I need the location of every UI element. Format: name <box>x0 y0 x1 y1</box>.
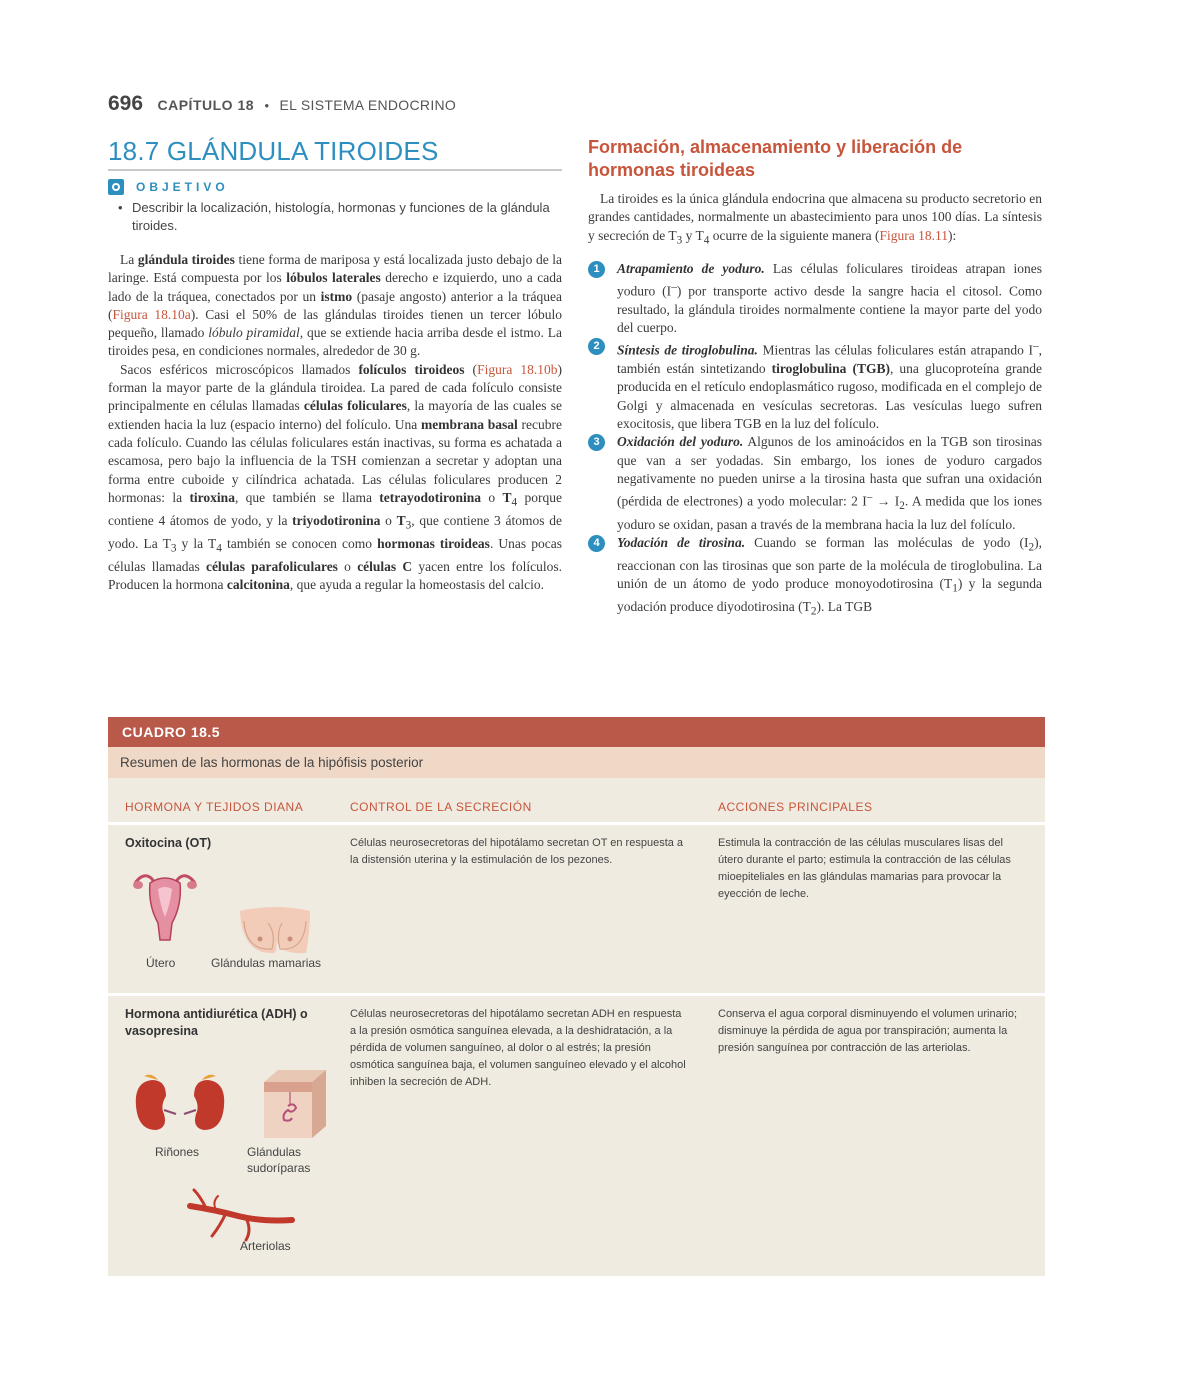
hormone-name: Oxitocina (OT) <box>125 836 212 850</box>
column-header-actions: ACCIONES PRINCIPALES <box>718 800 873 814</box>
figure-label: Riñones <box>155 1145 200 1159</box>
page-number: 696 <box>108 92 144 115</box>
objective-text: Describir la localización, histología, hormonas y funciones de la glándula tiroides. <box>132 200 550 233</box>
table-row <box>108 996 1045 1270</box>
mammary-glands-illustration <box>238 903 312 957</box>
step-number-badge: 1 <box>588 261 605 278</box>
figure-label: Útero <box>146 956 176 970</box>
paragraph-intro: La tiroides es la única glándula endocrina que almacena su producto secretorio en grandes cantidades, normalmente un abastecimiento para unos 100 días. La síntesis y secreción de $T_3$ y $T_4$ ocurre de la siguiente manera (Figura 18.11): <box>588 191 1042 247</box>
column-header-hormone: HORMONA Y TEJIDOS DIANA <box>125 800 304 814</box>
left-body-text <box>108 251 562 594</box>
table-row <box>108 825 1045 993</box>
main-actions: Estimula la contracción de las células musculares lisas del útero durante el parto; estimula la contracción de las células mioepiteliales en las glándulas mamarias para provocar la eyección de leche. <box>718 837 1011 900</box>
secretion-control: Células neurosecretoras del hipotálamo secretan ADH en respuesta a la presión osmótica sanguínea elevada, a la deshidratación, a la pérdida de volumen sanguíneo, al dolor o al estrés; la presión osmótica sanguínea baja, el volumen sanguíneo elevado y el alcohol inhiben la secreción de ADH. <box>350 1008 686 1088</box>
step-item: 4 Yodación de tirosina. Cuando se forman las moléculas de yodo $(I_2)$, reaccionan con las tirosinas que son parte de la molécula de tiroglobulina. La unión de un átomo de yodo produce monoyodotirosina $(T_1)$ y la segunda yodación produce diyodotirosina $(T_2)$. La TGB <box>588 534 1042 621</box>
step-item: 1 Atrapamiento de yoduro. Las células foliculares tiroideas atrapan iones yoduro (I–) por transporte activo desde la sangre hacia el citosol. Como resultado, la glándula tiroides normalmente contiene la mayor parte del yodo del cuerpo. <box>588 260 1042 338</box>
steps-list <box>588 260 1042 622</box>
right-column <box>588 136 1042 621</box>
arterioles-illustration <box>186 1186 296 1242</box>
paragraph-thyroid: La glándula tiroides tiene forma de mariposa y está localizada justo debajo de la laringe. Está compuesta por los lóbulos laterales derecho e izquierdo, uno a cada lado de la tráquea, conectados por un istmo (pasaje angosto) anterior a la tráquea (Figura 18.10a). Casi el 50% de las glándulas tiroides tienen un tercer lóbulo pequeño, llamado lóbulo piramidal, que se extiende hacia arriba desde el istmo. La tiroides pesa, en condiciones normales, alrededor de 30 g. <box>108 252 563 359</box>
chapter-title: EL SISTEMA ENDOCRINO <box>279 97 457 113</box>
paragraph-follicles: Sacos esféricos microscópicos llamados folículos tiroideos (Figura 18.10b) forman la mayor parte de la glándula tiroidea. La pared de cada folículo consiste principalmente en células llamadas células foliculares, la mayoría de las cuales se extienden hacia la luz (espacio interno) del folículo. Una membrana basal recubre cada folículo. Cuando las células foliculares están inactivas, su forma es achatada a escamosa, pero bajo la influencia de la TSH comienzan a secretar y adoptan una forma entre cuboide y cilíndrica achatada. Las células foliculares producen 2 hormonas: la tiroxina, que también se llama tetrayodotironina o $T_4$ porque contiene 4 átomos de yodo, y la triyodotironina o $T_3$, que contiene 3 átomos de yodo. La $T_3$ y la $T_4$ también se conocen como hormonas tiroideas. Unas pocas células llamadas células parafoliculares o células C yacen entre los folículos. Producen la hormona calcitonina, que ayuda a regular la homeostasis del calcio. <box>108 361 562 593</box>
step-number-badge: 2 <box>588 338 605 355</box>
step-item: 2 Síntesis de tiroglobulina. Mientras las células foliculares están atrapando I–, también están sintetizando tiroglobulina (TGB), una glucoproteína grande producida en el retículo endoplasmático rugoso, modificada en el complejo de Golgi y almacenada en vesículas secretoras. Las vesículas luego sufren exocitosis, que libera TGB en la luz del folículo. <box>588 337 1042 433</box>
figure-link[interactable]: Figura 18.11 <box>879 227 949 243</box>
table-column-headers <box>108 778 1045 822</box>
step-item: 3 Oxidación del yoduro. Algunos de los aminoácidos en la TGB son tirosinas que van a ser yodadas. Sin embargo, los iones de yoduro cargados negativamente no pueden unirse a la tirosina hasta que sufran una oxidación (pérdida de electrones) a yodo molecular: 2 $I^- \to I_2$. A medida que los iones yoduro se oxidan, pasan a través de la membrana hacia la luz del folículo. <box>588 433 1042 534</box>
figure-label: Glándulas mamarias <box>211 956 322 970</box>
table-subtitle: Resumen de las hormonas de la hipófisis posterior <box>108 747 1045 778</box>
chapter-label: CAPÍTULO 18 <box>157 97 255 113</box>
hormone-name: Hormona antidiurética (ADH) o vasopresina <box>125 1007 308 1038</box>
step-number-badge: 4 <box>588 535 605 552</box>
figure-link[interactable]: Figura 18.10a <box>112 306 191 322</box>
uterus-illustration <box>130 865 200 945</box>
header-bullet: • <box>264 98 270 113</box>
objective-item <box>108 199 562 235</box>
left-column <box>108 136 562 594</box>
secretion-control: Células neurosecretoras del hipotálamo secretan OT en respuesta a la distensión uterina y la estimulación de los pezones. <box>350 837 684 866</box>
sweat-glands-illustration <box>260 1066 330 1142</box>
section-title: 18.7 GLÁNDULA TIROIDES <box>108 136 562 171</box>
step-number-badge: 3 <box>588 434 605 451</box>
objective-box <box>108 179 562 235</box>
subsection-title: Formación, almacenamiento y liberación de hormonas tiroideas <box>588 137 963 180</box>
main-actions: Conserva el agua corporal disminuyendo el volumen urinario; disminuye la pérdida de agua por transpiración; aumenta la presión sanguínea por contracción de las arteriolas. <box>718 1008 1017 1054</box>
kidneys-illustration <box>130 1074 230 1136</box>
right-body-text <box>588 190 1042 621</box>
objective-label: OBJETIVO <box>136 180 229 194</box>
running-head <box>108 92 456 116</box>
column-header-control: CONTROL DE LA SECRECIÓN <box>350 800 532 814</box>
summary-table <box>108 717 1045 1276</box>
figure-label: Arteriolas <box>240 1239 291 1253</box>
figure-label: Glándulas sudoríparas <box>247 1145 311 1175</box>
figure-link[interactable]: Figura 18.10b <box>477 361 558 377</box>
bullet-icon: • <box>118 200 123 215</box>
table-title: CUADRO 18.5 <box>108 717 1045 747</box>
objective-icon <box>108 179 124 195</box>
